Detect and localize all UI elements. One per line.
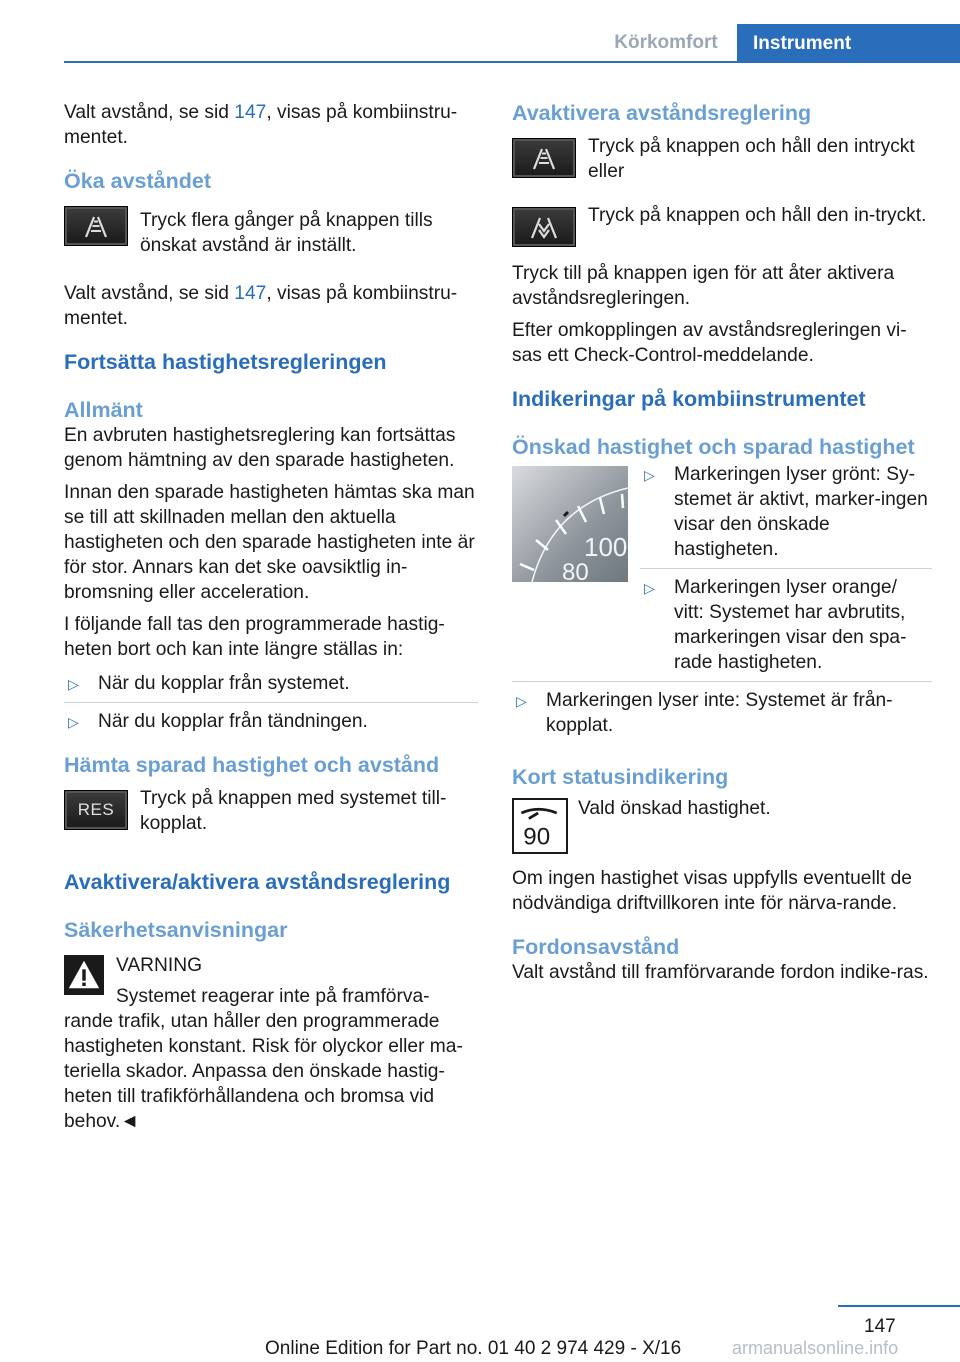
heading-kort-status: Kort statusindikering — [512, 765, 729, 789]
row-avakt-2 — [512, 205, 932, 247]
warning-text: rande trafik, utan håller den programmerade hastigheten konstant. Risk för olyckor eller ma-teriella skador. Anpassa den önskade hastig-heten till trafikförhållandena och bromsa vid behov.◄ — [64, 1011, 463, 1132]
row-warning — [64, 953, 478, 1009]
row-kort — [512, 798, 932, 854]
heading-avaktivera-aktivera: Avaktivera/aktivera avståndsreglering — [64, 870, 451, 894]
heading-oka-avstandet: Öka avståndet — [64, 169, 211, 193]
paragraph-valt-avstand-2: Valt avstånd, se sid 147, visas på kombiinstru-mentet. — [64, 283, 458, 329]
res-button-icon — [64, 790, 128, 830]
list-item: ▷ Markeringen lyser grönt: Sy-stemet är aktivt, marker-ingen visar den önskade hastigheten. — [644, 464, 928, 560]
triangle-bullet-icon: ▷ — [644, 467, 655, 483]
distance-button-icon — [512, 138, 576, 178]
oka-instruction: Tryck flera gånger på knappen tills önskat avstånd är inställt. — [140, 210, 433, 256]
heading-hamta: Hämta sparad hastighet och avstånd — [64, 753, 440, 777]
bullet-list-koppla-2 — [64, 709, 478, 734]
warning-title: VARNING — [116, 955, 202, 976]
triangle-bullet-icon: ▷ — [516, 693, 527, 709]
list-item: ▷ När du kopplar från tändningen. — [64, 709, 478, 734]
row-avakt-1 — [512, 136, 932, 191]
warning-triangle-icon — [64, 955, 104, 995]
bullet-list-off — [512, 688, 932, 738]
header-divider — [64, 61, 960, 63]
distance-button-icon-2 — [512, 207, 576, 247]
heading-onskad: Önskad hastighet och sparad hastighet — [512, 435, 915, 459]
heading-sakerhet: Säkerhetsanvisningar — [64, 918, 288, 942]
left-column — [64, 100, 478, 1141]
heading-avaktivera: Avaktivera avståndsreglering — [512, 101, 812, 125]
heading-fortsatta: Fortsätta hastighetsregleringen — [64, 350, 387, 374]
tab-instrument[interactable]: Instrument — [737, 24, 960, 63]
list-item: ▷ Markeringen lyser inte: Systemet är från-kopplat. — [516, 690, 893, 736]
paragraph-om-ingen: Om ingen hastighet visas uppfylls eventuellt de nödvändiga driftvillkoren inte för närva-rande. — [512, 868, 912, 914]
edition-text: Online Edition for Part no. 01 40 2 974 429 - X/16 — [265, 1338, 682, 1359]
list-divider — [512, 681, 932, 682]
watermark: armanualsonline.info — [732, 1338, 899, 1358]
paragraph-efter: Efter omkopplingen av avståndsregleringen vi-sas ett Check-Control-meddelande. — [512, 320, 907, 366]
page-number: 147 — [864, 1316, 896, 1337]
kort-instruction: Vald önskad hastighet. — [578, 798, 771, 819]
heading-allmant: Allmänt — [64, 398, 143, 422]
speed-display-icon — [512, 798, 568, 854]
list-divider — [64, 702, 478, 703]
allmant-paragraph-1: En avbruten hastighetsreglering kan fortsättas genom hämtning av den sparade hastigheten. — [64, 425, 456, 471]
gauge-label-100: 100 — [584, 532, 628, 562]
distance-road-icon — [76, 213, 116, 239]
gauge-label-80: 80 — [562, 559, 589, 582]
right-column — [512, 100, 932, 992]
page-link-147-2[interactable]: 147 — [234, 283, 267, 304]
heading-indikeringar: Indikeringar på kombiinstrumentet — [512, 387, 866, 411]
allmant-paragraph-3: I följande fall tas den programmerade hastig-heten bort och kan inte längre ställas in: — [64, 614, 445, 660]
speedometer-image — [512, 466, 628, 582]
row-hamta — [64, 788, 478, 843]
speed-value: 90 — [523, 823, 551, 851]
list-item: ▷ När du kopplar från systemet. — [64, 671, 478, 696]
row-gauge — [512, 462, 932, 681]
bullet-list-gauge-2 — [640, 575, 932, 675]
distance-road-icon — [524, 145, 564, 171]
fordon-text: Valt avstånd till framförvarande fordon indike-ras. — [512, 962, 929, 983]
paragraph-tryck-till: Tryck till på knappen igen för att åter aktivera avståndsregleringen. — [512, 263, 895, 309]
warning-line-1: Systemet reagerar inte på framförva- — [116, 986, 430, 1007]
bullet-list-gauge — [640, 462, 932, 562]
paragraph-valt-avstand-1: Valt avstånd, se sid 147, visas på kombiinstru-mentet. — [64, 102, 458, 148]
list-item: ▷ Markeringen lyser orange/ vitt: Systemet har avbrutits, markeringen visar den spa-rade hastigheten. — [644, 577, 907, 673]
heading-fordonsavstand: Fordonsavstånd — [512, 935, 680, 959]
tab-korkomfort[interactable]: Körkomfort — [597, 24, 735, 61]
triangle-bullet-icon: ▷ — [644, 580, 655, 596]
list-divider — [640, 568, 932, 569]
distance-button-icon — [64, 206, 128, 246]
triangle-bullet-icon: ▷ — [68, 714, 79, 730]
distance-road-down-icon — [524, 214, 564, 240]
triangle-bullet-icon: ▷ — [68, 676, 79, 692]
res-label: RES — [77, 800, 115, 819]
footer-divider — [838, 1305, 960, 1307]
hamta-instruction: Tryck på knappen med systemet till-kopplat. — [140, 788, 447, 834]
bullet-list-koppla — [64, 671, 478, 696]
row-oka-avstand — [64, 204, 478, 265]
avakt-instruction-2: Tryck på knappen och håll den in-tryckt. — [588, 205, 927, 226]
allmant-paragraph-2: Innan den sparade hastigheten hämtas ska man se till att skillnaden mellan den aktuella hastigheten och den sparade hastigheten inte är för stor. Annars kan det ske oavsiktlig in-bromsning eller acceleration. — [64, 482, 475, 603]
page-link-147[interactable]: 147 — [234, 102, 267, 123]
avakt-instruction-1: Tryck på knappen och håll den intryckt eller — [588, 136, 915, 182]
